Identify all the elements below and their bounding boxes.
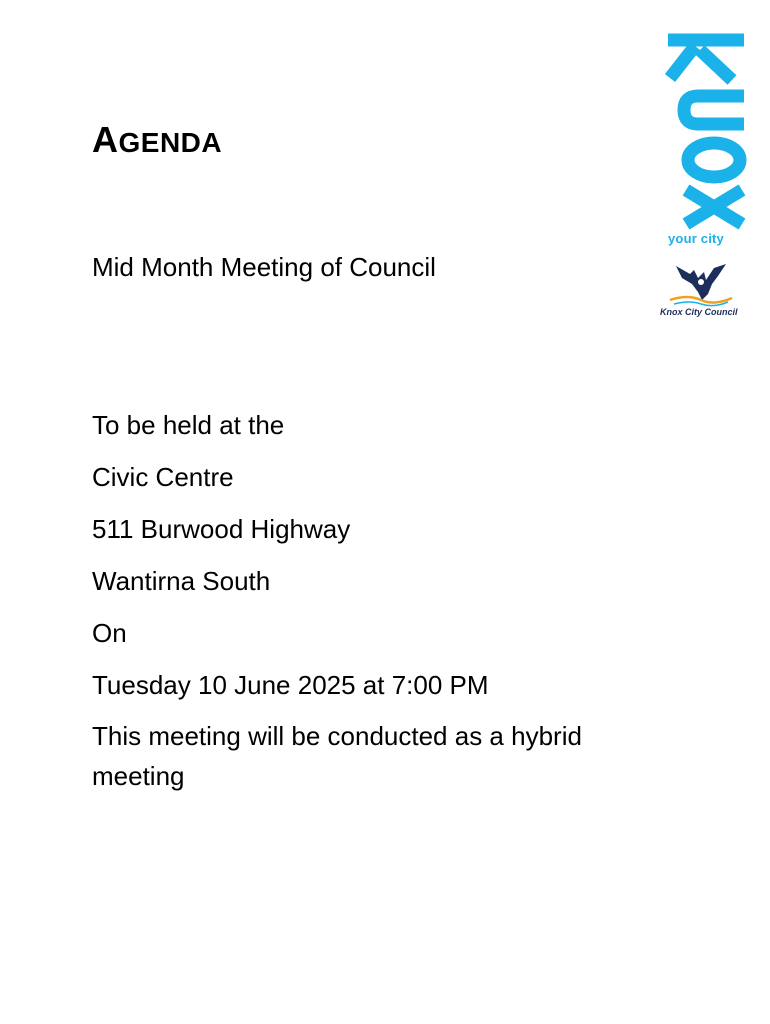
venue-suburb: Wantirna South [92, 566, 271, 596]
logo-council-name: Knox City Council [660, 307, 738, 317]
bird-crest-icon [668, 260, 734, 308]
meeting-format-note: This meeting will be conducted as a hybrid meeting [92, 721, 582, 791]
title-first-letter: A [92, 119, 119, 160]
title-rest: GENDA [118, 127, 223, 158]
meeting-name: Mid Month Meeting of Council [92, 252, 436, 282]
page-title [92, 119, 223, 160]
meeting-details [92, 408, 672, 814]
venue-intro: To be held at the [92, 410, 285, 440]
meeting-datetime: Tuesday 10 June 2025 at 7:00 PM [92, 670, 489, 700]
venue-name: Civic Centre [92, 462, 234, 492]
date-intro: On [92, 618, 127, 648]
logo-tagline: your city [668, 231, 724, 246]
knox-wordmark-logo [640, 20, 760, 235]
venue-street: 511 Burwood Highway [92, 514, 351, 544]
knox-logo [640, 20, 760, 330]
